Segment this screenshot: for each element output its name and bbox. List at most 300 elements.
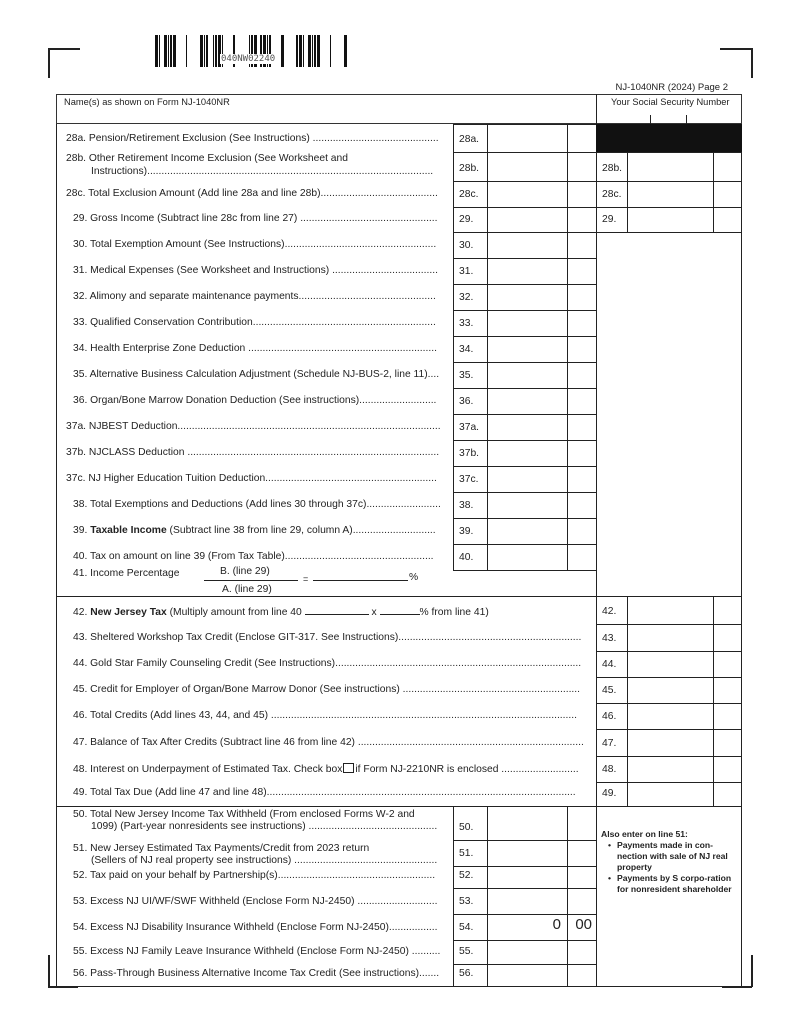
rule xyxy=(596,866,597,888)
rule xyxy=(453,388,596,389)
rule xyxy=(487,362,488,388)
amount-field[interactable] xyxy=(489,209,561,230)
amount-field[interactable] xyxy=(629,679,707,701)
amount-field[interactable] xyxy=(489,234,561,256)
rule xyxy=(453,440,454,466)
rule xyxy=(453,152,454,181)
rule xyxy=(487,840,488,866)
rule xyxy=(596,152,597,181)
cents-field[interactable] xyxy=(569,468,592,490)
barcode-bar xyxy=(308,35,311,67)
barcode-bar xyxy=(200,35,203,67)
amount-field[interactable] xyxy=(629,784,707,804)
rule xyxy=(453,440,596,441)
rule xyxy=(453,284,454,310)
rule xyxy=(713,729,714,756)
amount-field[interactable] xyxy=(489,286,561,308)
line-number: 28b. xyxy=(459,163,480,174)
cents-field[interactable] xyxy=(715,679,737,701)
rule xyxy=(453,840,596,841)
label-text: 53. Excess NJ UI/WF/SWF Withheld (Enclose Form NJ-2450) ............................ xyxy=(73,896,438,907)
rule xyxy=(596,624,597,651)
amount-field[interactable] xyxy=(489,154,561,179)
label-text: 54. Excess NJ Disability Insurance Withheld (Enclose Form NJ-2450)................. xyxy=(73,922,438,933)
rule xyxy=(453,232,596,233)
rule xyxy=(487,284,488,310)
rule xyxy=(487,940,488,964)
cents-field[interactable] xyxy=(569,808,592,838)
cents-field[interactable] xyxy=(715,653,737,675)
rule xyxy=(453,388,454,414)
cents-field[interactable] xyxy=(569,890,592,912)
line-number: 36. xyxy=(459,396,474,407)
barcode-bar xyxy=(215,35,217,67)
rule xyxy=(56,986,742,987)
line-label xyxy=(73,213,438,225)
barcode-bar xyxy=(206,35,208,67)
line-label xyxy=(73,787,576,799)
rule xyxy=(596,181,597,207)
corner-mark xyxy=(48,48,80,50)
rule xyxy=(453,466,596,467)
cents-field[interactable] xyxy=(569,312,592,334)
rule xyxy=(741,624,742,651)
line-number: 32. xyxy=(459,292,474,303)
rule xyxy=(453,414,596,415)
line-label xyxy=(91,855,437,867)
rule xyxy=(567,258,568,284)
line-41-label: 41. Income Percentage xyxy=(73,568,180,579)
rule xyxy=(453,336,596,337)
amount-field[interactable] xyxy=(489,390,561,412)
rule xyxy=(453,207,596,208)
rule xyxy=(567,914,568,940)
label-text: 37b. NJCLASS Deduction ........................................................................................ xyxy=(66,447,440,458)
rule xyxy=(453,181,454,207)
line-label xyxy=(66,447,439,459)
amount-field[interactable] xyxy=(489,890,561,912)
cents-field[interactable]: 00 xyxy=(575,916,592,933)
rule xyxy=(627,624,628,651)
checkbox[interactable] xyxy=(343,763,354,773)
rule xyxy=(596,782,597,806)
label-text: 46. Total Credits (Add lines 43, 44, and 45) ........................................................................................................... xyxy=(73,710,577,721)
amount-field[interactable] xyxy=(489,364,561,386)
name-field[interactable] xyxy=(60,108,590,122)
rule xyxy=(453,914,596,915)
label-text: 55. Excess NJ Family Leave Insurance Withheld (Enclose Form NJ-2450) .......... xyxy=(73,946,441,957)
cents-field[interactable] xyxy=(715,784,737,804)
rule xyxy=(453,940,596,941)
line-label xyxy=(91,166,433,178)
line-label xyxy=(73,843,369,855)
line-label xyxy=(66,153,348,165)
amount-field[interactable] xyxy=(489,842,561,864)
amount-field[interactable] xyxy=(489,183,561,205)
amount-field[interactable] xyxy=(629,154,707,179)
line-number: 55. xyxy=(459,946,474,957)
note-bullet xyxy=(601,873,741,895)
cents-field[interactable] xyxy=(569,442,592,464)
rule xyxy=(596,651,741,652)
line-label xyxy=(73,968,439,980)
amount-field[interactable]: 0 xyxy=(552,916,561,933)
amount-field[interactable] xyxy=(489,338,561,360)
label-text: 32. Alimony and separate maintenance payments................................................ xyxy=(73,291,436,302)
rule xyxy=(453,181,596,182)
rule xyxy=(453,466,454,492)
barcode-bar xyxy=(168,35,169,67)
rule xyxy=(453,258,454,284)
amount-field[interactable] xyxy=(489,312,561,334)
ssn-separator xyxy=(686,115,687,124)
amount-field[interactable] xyxy=(489,546,561,568)
cents-field[interactable] xyxy=(715,626,737,649)
cents-field[interactable] xyxy=(569,942,592,962)
rule xyxy=(596,232,741,233)
barcode-bar xyxy=(344,35,347,67)
rule xyxy=(627,181,628,207)
line-label xyxy=(73,239,436,251)
line-number: 43. xyxy=(602,633,617,644)
rule xyxy=(487,492,488,518)
label-text: (Multiply amount from line 40 xyxy=(166,607,305,618)
rule xyxy=(453,310,596,311)
rule xyxy=(567,336,568,362)
label-text: 52. Tax paid on your behalf by Partnership(s)....................................................... xyxy=(73,870,436,881)
rule xyxy=(627,596,628,624)
rule xyxy=(453,124,596,125)
line-label xyxy=(73,499,441,511)
rule xyxy=(627,677,628,703)
rule xyxy=(596,677,597,703)
rule xyxy=(487,310,488,336)
rule xyxy=(713,651,714,677)
rule xyxy=(627,782,628,806)
barcode-bar xyxy=(159,35,160,67)
rule xyxy=(713,152,714,181)
line-label xyxy=(73,922,438,934)
rule xyxy=(596,782,741,783)
line-label xyxy=(73,632,581,644)
amount-field[interactable] xyxy=(489,942,561,962)
line-label xyxy=(73,684,580,696)
rule xyxy=(627,152,628,181)
amount-field[interactable] xyxy=(489,868,561,886)
amount-field[interactable] xyxy=(489,416,561,438)
rule xyxy=(596,703,741,704)
barcode-bar xyxy=(213,35,214,67)
label-text: 30. Total Exemption Amount (See Instructions)..................................................... xyxy=(73,239,437,250)
amount-field[interactable] xyxy=(489,966,561,984)
rule xyxy=(567,440,568,466)
note-bullet-text: Payments made in con-nection with sale of NJ real property xyxy=(617,840,728,872)
rule xyxy=(487,207,488,232)
amount-field[interactable] xyxy=(629,653,707,675)
ssn-field[interactable] xyxy=(600,108,738,123)
rule xyxy=(453,888,454,914)
amount-field[interactable] xyxy=(489,520,561,542)
line-number: 37a. xyxy=(459,422,480,433)
rule xyxy=(487,440,488,466)
bold-text: Taxable Income xyxy=(90,525,167,536)
rule xyxy=(453,570,596,571)
rule xyxy=(453,940,454,964)
cents-field[interactable] xyxy=(715,598,737,622)
rule xyxy=(567,362,568,388)
cents-field[interactable] xyxy=(715,183,737,205)
line-label xyxy=(73,343,437,355)
cents-field[interactable] xyxy=(569,286,592,308)
barcode-text: 040NW02240 xyxy=(221,54,276,64)
label-text: x xyxy=(368,607,380,618)
rule xyxy=(453,964,596,965)
rule xyxy=(596,624,741,625)
cents-field[interactable] xyxy=(569,842,592,864)
line-number: 28c. xyxy=(602,189,622,200)
equals-sign: = xyxy=(303,574,309,584)
amount-field[interactable] xyxy=(489,468,561,490)
cents-field[interactable] xyxy=(715,731,737,754)
line-label xyxy=(73,395,436,407)
rule xyxy=(596,914,597,940)
rule xyxy=(453,124,454,152)
rule xyxy=(741,181,742,207)
name-label: Name(s) as shown on Form NJ-1040NR xyxy=(64,97,230,107)
rule xyxy=(567,152,568,181)
label-text: (Subtract line 38 from line 29, column A)............................. xyxy=(166,525,436,536)
form-page-label: NJ-1040NR (2024) Page 2 xyxy=(615,82,728,93)
amount-field[interactable] xyxy=(489,260,561,282)
barcode-bar xyxy=(303,35,304,67)
label-text: 28a. Pension/Retirement Exclusion (See Instructions) ............................................ xyxy=(66,133,439,144)
rule xyxy=(567,840,568,866)
rule xyxy=(453,914,454,940)
label-text: 42. xyxy=(73,607,91,618)
line-label xyxy=(73,265,438,277)
line-label xyxy=(66,421,441,433)
line-label xyxy=(73,551,434,563)
rule xyxy=(453,518,454,544)
amount-field[interactable] xyxy=(629,209,707,230)
rule xyxy=(741,756,742,782)
rule xyxy=(596,651,597,677)
amount-field[interactable] xyxy=(629,598,707,622)
rule xyxy=(453,840,454,866)
line-number: 50. xyxy=(459,822,474,833)
barcode-bar xyxy=(281,35,284,67)
line-label xyxy=(66,188,438,200)
rule xyxy=(596,806,597,840)
line-number: 34. xyxy=(459,344,474,355)
line-number: 54. xyxy=(459,922,474,933)
rule xyxy=(627,729,628,756)
rule xyxy=(487,466,488,492)
rule xyxy=(596,940,597,964)
rule xyxy=(487,152,488,181)
rule xyxy=(596,888,597,914)
barcode-bar xyxy=(155,35,158,67)
corner-mark xyxy=(751,955,753,987)
line-label xyxy=(73,525,436,537)
label-text: 1099) (Part-year nonresidents see instructions) ............................................. xyxy=(91,821,438,832)
label-text: 51. New Jersey Estimated Tax Payments/Credit from 2023 return xyxy=(73,843,370,854)
rule xyxy=(567,181,568,207)
rule xyxy=(487,866,488,888)
rule xyxy=(596,729,741,730)
label-text: % from line 41) xyxy=(419,607,489,618)
rule xyxy=(567,964,568,986)
cents-field[interactable] xyxy=(715,154,737,179)
amount-field[interactable] xyxy=(489,494,561,516)
line-label xyxy=(66,133,439,145)
rule xyxy=(627,651,628,677)
line-number: 33. xyxy=(459,318,474,329)
line-label xyxy=(73,737,584,749)
cents-field[interactable] xyxy=(569,126,592,150)
rule xyxy=(627,703,628,729)
rule xyxy=(567,124,568,152)
rule xyxy=(567,544,568,570)
barcode-bar xyxy=(314,35,316,67)
rule xyxy=(596,677,741,678)
rule xyxy=(567,866,568,888)
line-label xyxy=(73,605,489,619)
label-text: 35. Alternative Business Calculation Adjustment (Schedule NJ-BUS-2, line 11).... xyxy=(73,369,440,380)
rule xyxy=(741,677,742,703)
rule xyxy=(487,181,488,207)
label-text: 50. Total New Jersey Income Tax Withheld (From enclosed Forms W-2 and xyxy=(73,809,415,820)
cents-field[interactable] xyxy=(569,494,592,516)
amount-field[interactable] xyxy=(489,442,561,464)
label-text: 33. Qualified Conservation Contribution................................................................ xyxy=(73,317,436,328)
cents-field[interactable] xyxy=(569,364,592,386)
blank-line[interactable] xyxy=(305,605,369,615)
rule xyxy=(453,492,454,518)
amount-field[interactable] xyxy=(629,731,707,754)
bold-text: New Jersey Tax xyxy=(90,607,167,618)
rule xyxy=(741,596,742,624)
blank-line[interactable] xyxy=(380,605,420,615)
payments-note xyxy=(601,829,741,895)
cents-field[interactable] xyxy=(569,546,592,568)
corner-mark xyxy=(48,48,50,78)
rule xyxy=(567,940,568,964)
rule xyxy=(596,596,597,624)
rule xyxy=(453,362,454,388)
rule xyxy=(567,284,568,310)
label-text: 44. Gold Star Family Counseling Credit (See Instructions)...................................................................................... xyxy=(73,658,582,669)
rule xyxy=(567,492,568,518)
line-label xyxy=(73,946,440,958)
line-label xyxy=(73,710,577,722)
line-number: 40. xyxy=(459,552,474,563)
cents-field[interactable] xyxy=(569,868,592,886)
cents-field[interactable] xyxy=(715,758,737,780)
label-text: 38. Total Exemptions and Deductions (Add lines 30 through 37c).......................... xyxy=(73,499,441,510)
cents-field[interactable] xyxy=(569,520,592,542)
rule xyxy=(713,703,714,729)
amount-field[interactable] xyxy=(489,126,561,150)
line-number: 47. xyxy=(602,738,617,749)
rule xyxy=(713,677,714,703)
corner-mark xyxy=(751,48,753,78)
rule xyxy=(596,729,597,756)
line-number: 37c. xyxy=(459,474,479,485)
cents-field[interactable] xyxy=(569,154,592,179)
rule xyxy=(741,232,742,596)
line-number: 28a. xyxy=(459,134,480,145)
line-label xyxy=(91,821,437,833)
rule xyxy=(453,964,454,986)
rule xyxy=(56,596,596,597)
line-number: 51. xyxy=(459,848,474,859)
rule xyxy=(741,152,742,181)
note-bullet xyxy=(601,840,741,873)
rule xyxy=(487,388,488,414)
rule xyxy=(453,232,454,258)
label-text: Instructions).................................................................................................... xyxy=(91,166,434,177)
rule xyxy=(596,964,597,986)
line-number: 28c. xyxy=(459,189,479,200)
amount-field[interactable] xyxy=(629,758,707,780)
amount-field[interactable] xyxy=(629,183,707,205)
rule xyxy=(627,756,628,782)
cents-field[interactable] xyxy=(569,183,592,205)
barcode-bar xyxy=(296,35,298,67)
rule xyxy=(453,258,596,259)
line-label xyxy=(73,870,435,882)
line-number: 28b. xyxy=(602,163,623,174)
amount-field[interactable] xyxy=(489,808,561,838)
cents-field[interactable] xyxy=(569,234,592,256)
barcode-bar xyxy=(312,35,313,67)
rule xyxy=(741,651,742,677)
line-number: 45. xyxy=(602,685,617,696)
cents-field[interactable] xyxy=(569,209,592,230)
cents-field[interactable] xyxy=(569,416,592,438)
label-text: 37c. NJ Higher Education Tuition Deduction............................................................ xyxy=(66,473,437,484)
bullet-icon: • xyxy=(608,873,612,883)
cents-field[interactable] xyxy=(569,260,592,282)
rule xyxy=(453,806,596,807)
rule xyxy=(453,888,596,889)
cents-field[interactable] xyxy=(715,209,737,230)
cents-field[interactable] xyxy=(569,338,592,360)
cents-field[interactable] xyxy=(569,390,592,412)
label-text: 49. Total Tax Due (Add line 47 and line 48)............................................................................................................ xyxy=(73,787,576,798)
rule xyxy=(741,703,742,729)
label-text: 36. Organ/Bone Marrow Donation Deduction (See instructions)........................... xyxy=(73,395,437,406)
rule xyxy=(487,258,488,284)
line-number: 49. xyxy=(602,788,617,799)
rule xyxy=(713,596,714,624)
rule xyxy=(56,806,742,807)
rule xyxy=(487,888,488,914)
rule xyxy=(453,518,596,519)
rule xyxy=(741,207,742,232)
amount-field[interactable] xyxy=(629,705,707,727)
income-percentage-field[interactable] xyxy=(313,570,408,581)
label-text: 45. Credit for Employer of Organ/Bone Marrow Donor (See instructions) .............................................................. xyxy=(73,684,581,695)
barcode-bar xyxy=(317,35,320,67)
rule xyxy=(596,596,741,597)
amount-field[interactable] xyxy=(629,626,707,649)
cents-field[interactable] xyxy=(715,705,737,727)
rule xyxy=(453,544,596,545)
percent-sign: % xyxy=(409,572,419,583)
cents-field[interactable] xyxy=(569,966,592,984)
